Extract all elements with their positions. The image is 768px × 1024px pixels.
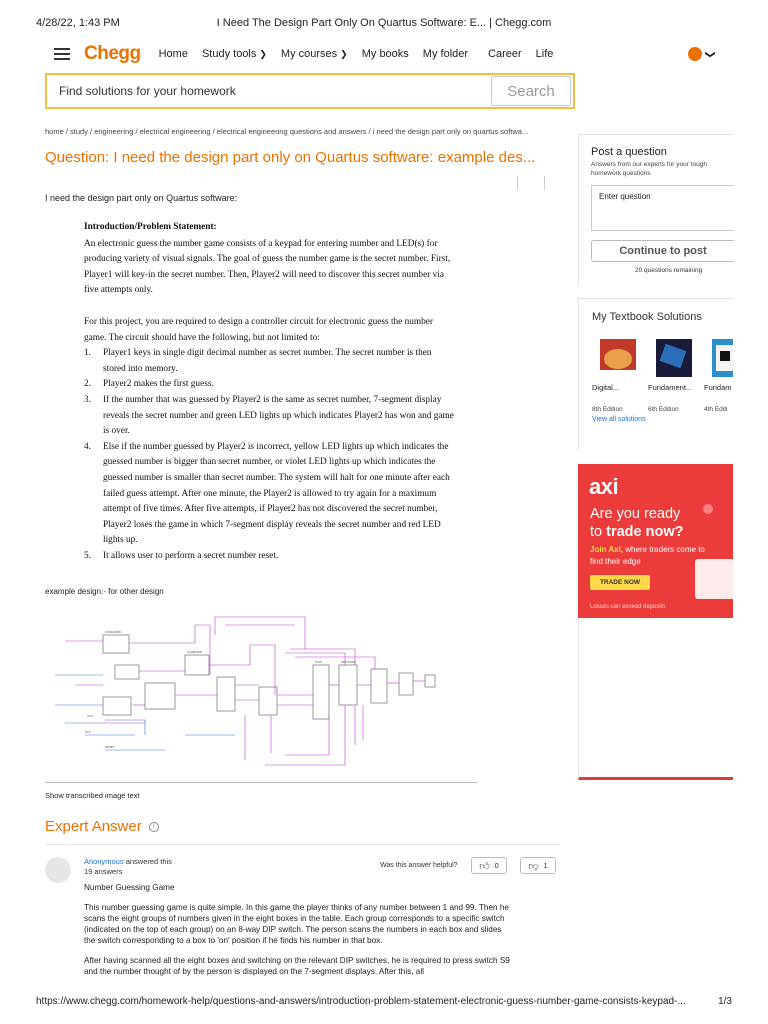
requirements-list <box>84 346 454 564</box>
list-number: 5. <box>84 550 91 561</box>
answer-paragraph: After having scanned all the eight boxes and switching on the relevant DIP switches, he is required to press switch S9 and the number thought of by the person is displayed on the 7-segment displays. After this, all <box>84 956 510 976</box>
svg-text:VCC: VCC <box>87 714 94 718</box>
textbook-solutions-panel <box>578 298 733 450</box>
answer-heading: Number Guessing Game <box>84 883 175 892</box>
toolbar-separators <box>517 176 545 190</box>
answer-body <box>84 882 514 986</box>
book-title: Digital... <box>592 383 620 392</box>
print-page-title: I Need The Design Part Only On Quartus Software: E... | Chegg.com <box>216 17 552 29</box>
svg-text:DECODER: DECODER <box>341 660 356 664</box>
ad-headline <box>590 505 720 541</box>
breadcrumb[interactable]: home / study / engineering / electrical engineering / electrical engineering questions and answers / i need the design part only on quartus softwa... <box>45 127 529 136</box>
answer-meta <box>84 857 172 877</box>
ad-headline-line1: Are you ready <box>590 506 681 522</box>
list-text: Else if the number guessed by Player2 is incorrect, yellow LED lights up which indicates the guessed number is bigger than secret number, or violet LED lights up which indicates the guessed number is smaller than secret number. The system will halt for one minute after each failed guess attempt. After one minute, the Player2 is allowed to try again for a maximum attempt of five times. After five attempts, if Player2 has not discovered the secret number, Player2 loses the game in which 7-segment display reveals the secret number and red LED lights up. <box>103 441 450 546</box>
nav-my-books-label: My books <box>361 48 409 60</box>
ad-subtext-brand: Join Axi, <box>590 545 624 554</box>
nav-my-courses[interactable] <box>281 48 348 60</box>
textbook-item[interactable] <box>704 339 733 413</box>
post-question-title: Post a question <box>591 146 667 158</box>
svg-text:COMPARE: COMPARE <box>187 650 202 654</box>
answerer-name[interactable]: Anonymous <box>84 857 124 866</box>
thumbs-down-icon: 👎︎ <box>528 860 539 872</box>
view-all-solutions-link[interactable]: View all solutions <box>592 416 646 423</box>
nav-career-label: Career <box>488 48 522 60</box>
print-page-number: 1/3 <box>718 996 732 1007</box>
print-header <box>0 0 768 36</box>
user-avatar[interactable] <box>688 47 702 61</box>
list-number: 1. <box>84 348 91 359</box>
book-cover <box>656 339 692 377</box>
upvote-count: 0 <box>494 861 499 870</box>
print-footer <box>0 994 768 1024</box>
list-number: 3. <box>84 394 91 405</box>
question-input[interactable] <box>591 185 734 231</box>
downvote-count: 1 <box>543 861 548 870</box>
nav-my-courses-label: My courses <box>280 48 338 60</box>
helpful-prompt: Was this answer helpful? <box>380 862 458 869</box>
doc-heading: Introduction/Problem Statement: <box>84 222 217 232</box>
print-url: https://www.chegg.com/homework-help/questions-and-answers/introduction-problem-statement-electronic-guess-number-game-consists-keypad-... <box>36 996 686 1007</box>
expert-answer-title: Expert Answer <box>45 818 142 835</box>
schematic-image <box>45 605 477 783</box>
top-navigation <box>40 38 740 70</box>
book-cover <box>600 339 636 377</box>
list-text: Player2 makes the first guess. <box>103 379 214 390</box>
expert-answer-heading <box>45 818 159 835</box>
list-number: 4. <box>84 441 91 452</box>
list-text: If the number that was guessed by Player2 is the same as secret number, 7-segment display reveals the secret number and green LED lights up which indicates Player2 has won and game is over. <box>103 394 454 437</box>
nav-life[interactable] <box>536 48 554 60</box>
book-edition: 8th Edition <box>592 406 623 413</box>
doc-paragraph: An electronic guess the number game consists of a keypad for entering number and LED(s) for producing variety of visual signals. The goal of guess the number game is the secret number. First, Player1 will key-in the secret number. Then, Player2 will need to discover this secret number via five attempts only. <box>84 238 451 296</box>
list-text: Player1 keys in single digit decimal number as secret number. The secret number is then stored into memory. <box>103 348 432 374</box>
divider <box>45 844 560 845</box>
ad-subtext <box>590 544 710 568</box>
nav-career[interactable] <box>488 48 522 60</box>
nav-my-folder-label: My folder <box>422 48 469 60</box>
ad-app-mockup <box>695 559 733 599</box>
ad-lower-area <box>578 618 733 780</box>
textbook-item[interactable] <box>648 339 708 413</box>
list-number: 2. <box>84 379 91 390</box>
post-question-panel <box>578 134 733 285</box>
doc-paragraph: For this project, you are required to design a controller circuit for electronic guess the number game. The circuit should have the following, but not limited to: <box>84 316 434 343</box>
list-item <box>84 440 454 549</box>
list-item <box>84 549 454 565</box>
info-icon[interactable]: i <box>149 822 159 832</box>
show-transcribed-link[interactable]: Show transcribed image text <box>45 791 140 800</box>
question-title: Question: I need the design part only on Quartus software: example des... <box>45 149 536 166</box>
thumbs-up-icon: 👍︎ <box>479 860 490 872</box>
search-bar <box>45 73 575 109</box>
answer-paragraph: This number guessing game is quite simple. In this game the player thinks of any number between 1 and 99. Then he scans the eight groups of numbers given in the eight boxes in the table. Each group corresponds to a specific switch (indicated on the top of each group) on an 8-way DIP switch. The person scans the numbers in each box and slides the switch corresponding to a box to 'on' position if he finds his number in that box. <box>84 903 509 945</box>
chegg-logo[interactable]: Chegg <box>84 43 141 64</box>
textbook-list <box>592 323 733 443</box>
continue-to-post-button[interactable]: Continue to post <box>591 240 734 262</box>
book-title: Fundament... <box>648 383 693 392</box>
thumbs-up-button[interactable] <box>471 857 507 874</box>
advertisement[interactable] <box>578 464 733 618</box>
svg-text:CLK: CLK <box>85 730 91 734</box>
ad-brand-logo: axi <box>589 474 619 499</box>
answerer-avatar <box>45 857 71 883</box>
ad-headline-line2b: trade now? <box>606 524 684 540</box>
chevron-down-icon: ❯ <box>340 48 348 59</box>
nav-my-folder[interactable] <box>423 48 468 60</box>
list-item <box>84 377 454 393</box>
nav-home[interactable] <box>159 48 188 60</box>
ad-disclaimer: Losses can exceed deposits <box>590 604 666 610</box>
answered-text: answered this <box>125 857 172 866</box>
list-item <box>84 346 454 377</box>
nav-my-books[interactable] <box>362 48 409 60</box>
book-cover <box>712 339 733 377</box>
nav-study-tools-label: Study tools <box>201 48 257 60</box>
thumbs-down-button[interactable] <box>520 857 556 874</box>
ad-headline-line2a: to <box>590 524 607 540</box>
book-edition: 4th Editi <box>704 406 728 413</box>
search-input[interactable] <box>59 84 491 98</box>
search-button[interactable]: Search <box>491 76 571 106</box>
svg-text:MUX: MUX <box>315 660 322 664</box>
nav-life-label: Life <box>535 48 554 60</box>
hamburger-menu-icon[interactable] <box>54 48 70 60</box>
textbook-solutions-title: My Textbook Solutions <box>592 311 702 323</box>
list-text: It allows user to perform a secret number reset. <box>103 550 279 561</box>
ad-subtext-rest: where traders come to find their edge <box>590 545 705 566</box>
trade-now-button[interactable]: TRADE NOW <box>590 575 650 590</box>
chevron-down-icon[interactable]: ❯ <box>704 49 716 59</box>
questions-remaining: 20 questions remaining <box>635 267 703 274</box>
circuit-diagram <box>45 605 477 783</box>
print-datetime: 4/28/22, 1:43 PM <box>36 17 120 29</box>
textbook-item[interactable] <box>592 339 652 413</box>
question-document <box>84 220 454 564</box>
book-title: Fundam <box>704 383 732 392</box>
chevron-down-icon: ❯ <box>259 48 267 59</box>
answer-count: 19 answers <box>84 867 123 876</box>
post-question-subtitle: Answers from our experts for your tough homework questions <box>591 161 707 177</box>
list-item <box>84 393 454 440</box>
question-intro: I need the design part only on Quartus software: <box>45 193 238 203</box>
nav-study-tools[interactable] <box>202 48 267 60</box>
example-design-label: example design:- for other design <box>45 587 164 596</box>
svg-text:RESET: RESET <box>105 745 115 749</box>
svg-text:UNSIGNED: UNSIGNED <box>105 630 122 634</box>
book-edition: 6th Edition <box>648 406 679 413</box>
nav-home-label: Home <box>158 48 188 60</box>
